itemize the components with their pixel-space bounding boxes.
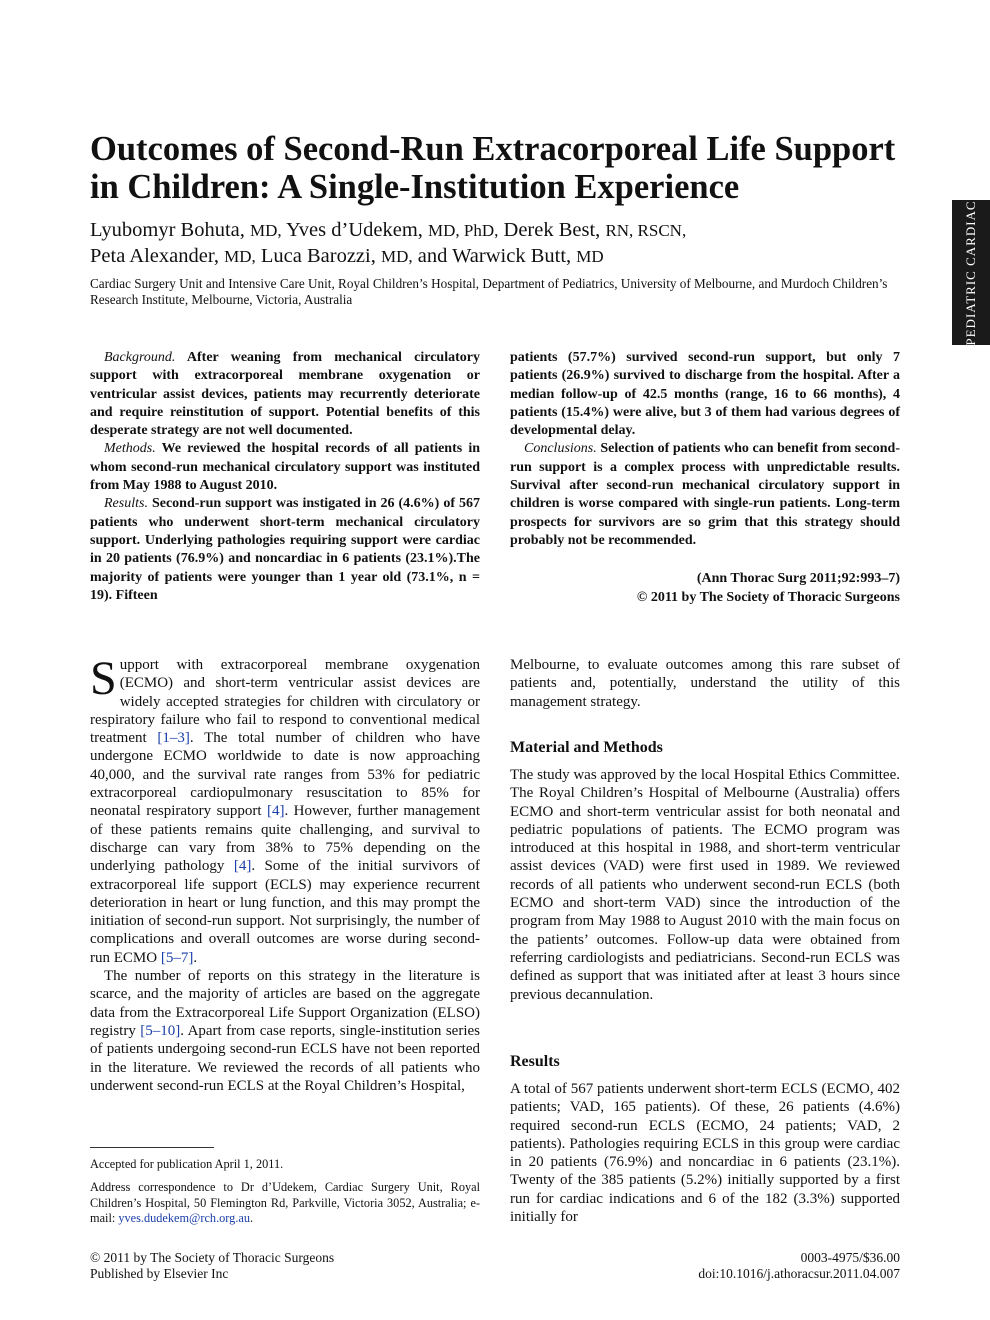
- author-credentials: MD,: [380, 246, 413, 266]
- abstract-conclusions: Conclusions. Selection of patients who can benefit from second-run support is a complex process with unpredictable results. Survival after second-run mechanical circulatory support in children is worse compared with single-run patients. Long-term prospects for survivors are so grim that this strategy should probably not be recommended.: [510, 441, 900, 548]
- author-name: and Warwick Butt,: [417, 244, 572, 267]
- intro-paragraph-1: Support with extracorporeal membrane oxygenation (ECMO) and short-term ventricular assist devices are widely accepted strategies for children with circulatory or respiratory failure who fail to respond to conventional medical treatment [1–3]. The total number of children who have undergone ECMO worldwide to date is now approaching 40,000, and the survival rate ranges from 53% for pediatric extracorporeal cardiopulmonary resuscitation to 85% for neonatal respiratory support [4]. However, further management of these patients remains quite challenging, and survival to discharge can vary from 38% to 75% depending on the underlying pathology [4]. Some of the initial survivors of extracorporeal life support (ECLS) may experience recurrent deterioration in heart or lung function, and this may prompt the initiation of second-run support. Not surprisingly, the number of complications and overall outcomes are worse during second-run ECMO [5–7].: [90, 652, 481, 966]
- reference-link[interactable]: [4]: [266, 803, 285, 820]
- author-name: Lyubomyr Bohuta,: [90, 219, 245, 241]
- accepted-date: Accepted for publication April 1, 2011.: [90, 1157, 284, 1171]
- drop-cap: S: [90, 652, 117, 705]
- results-section: [510, 1052, 900, 1226]
- abstract-label: Conclusions.: [524, 441, 597, 457]
- footnote-divider: [90, 1147, 214, 1148]
- author-name: Luca Barozzi,: [260, 244, 376, 267]
- abstract-left-column: [90, 349, 480, 605]
- footer-left: [90, 1250, 334, 1282]
- intro-paragraph-2-continued: Melbourne, to evaluate outcomes among this rare subset of patients and, potentially, understand the utility of this management strategy.: [510, 657, 900, 710]
- section-tab: [952, 200, 990, 345]
- author-credentials: MD,: [224, 246, 256, 266]
- author-credentials: MD: [576, 246, 604, 266]
- reference-link[interactable]: [4]: [233, 858, 252, 875]
- section-heading: Results: [510, 1053, 560, 1070]
- correspondence: Address correspondence to Dr d’Udekem, Cardiac Surgery Unit, Royal Children’s Hospital, 50 Flemington Rd, Parkville, Victoria 3052, Australia; e-mail: yves.dudekem@rch.org.au.: [90, 1180, 480, 1225]
- methods-section: [510, 738, 900, 1004]
- methods-paragraph: The study was approved by the local Hospital Ethics Committee. The Royal Children’s Hospital of Melbourne (Australia) offers ECMO and short-term ventricular assist for both neonatal and pediatric populations of patients. The ECMO program was introduced at this hospital in 1988, and short-term ventricular assist devices (VAD) were first used in 1989. We reviewed records of all patients who underwent second-run ECLS (both ECMO and short-term VAD) since the introduction of the program from May 1988 to August 2010 with the main focus on the patients’ outcomes. Follow-up data were obtained from referring cardiologists and pediatricians. Second-run ECLS was defined as support that was initiated after at least 3 hours since previous decannulation.: [510, 767, 900, 1003]
- section-heading: Material and Methods: [510, 739, 663, 756]
- abstract-right-column: [510, 349, 900, 607]
- author-name: Yves d’Udekem,: [286, 219, 423, 241]
- author-credentials: MD, PhD,: [428, 221, 499, 240]
- reference-link[interactable]: [5–7]: [160, 949, 194, 966]
- author-credentials: RN, RSCN,: [605, 221, 687, 240]
- article-title: Outcomes of Second-Run Extracorporeal Life Support in Children: A Single-Institution Experience: [90, 130, 896, 206]
- abstract-results: Results. Second-run support was instigated in 26 (4.6%) of 567 patients who underwent short-term mechanical circulatory support. Underlying pathologies requiring support were cardiac in 20 patients (76.9%) and noncardiac in 6 patients (23.1%).The majority of patients were younger than 1 year old (73.1%, n = 19). Fifteen: [90, 496, 480, 603]
- email-link[interactable]: yves.dudekem@rch.org.au: [118, 1210, 250, 1225]
- footer-publisher: Published by Elsevier Inc: [90, 1266, 229, 1281]
- abstract-label: Results.: [104, 496, 148, 512]
- results-paragraph: A total of 567 patients underwent short-term ECLS (ECMO, 402 patients; VAD, 165 patients). Of these, 26 patients (4.6%) required second-run ECLS (ECMO, 24 patients; VAD, 2 patients). Pathologies requiring ECLS in this group were cardiac in 20 patients (76.9%) and noncardiac in 6 patients (23.1%). Twenty of the 385 patients (5.2%) initially supported by a first run for cardiac indications and 6 of the 182 (3.3%) supported initially for: [510, 1081, 900, 1226]
- reference-link[interactable]: [1–3]: [157, 730, 190, 747]
- abstract-copyright: © 2011 by The Society of Thoracic Surgeons: [636, 589, 900, 605]
- abstract-background: Background. After weaning from mechanical circulatory support with extracorporeal membrane oxygenation or ventricular assist devices, patients may recurrently deteriorate and require reinstitution of support. Potential benefits of this desperate strategy are not well documented.: [90, 350, 480, 439]
- section-tab-label: PEDIATRIC CARDIAC: [963, 199, 978, 346]
- affiliation: Cardiac Surgery Unit and Intensive Care Unit, Royal Children’s Hospital, Department of Pediatrics, University of Melbourne, and Murdoch Children’s Research Institute, Melbourne, Victoria, Australia: [90, 276, 888, 307]
- author-credentials: MD,: [250, 221, 282, 240]
- intro-continued: [510, 656, 900, 711]
- author-name: Peta Alexander,: [90, 244, 219, 267]
- abstract-label: Background.: [104, 350, 176, 365]
- intro-paragraph-2: The number of reports on this strategy in the literature is scarce, and the majority of articles are based on the aggregate data from the Extracorporeal Life Support Organization (ELSO) registry [5–10]. Apart from case reports, single-institution series of patients undergoing second-run ECLS have not been reported in the literature. We reviewed the records of all patients who underwent second-run ECLS at the Royal Children’s Hospital,: [90, 968, 480, 1094]
- footnotes: [90, 1157, 480, 1234]
- footer-copyright: © 2011 by The Society of Thoracic Surgeons: [90, 1250, 335, 1265]
- footer-price: 0003-4975/$36.00: [800, 1250, 900, 1265]
- author-name: Derek Best,: [503, 219, 601, 241]
- journal-citation: (Ann Thorac Surg 2011;92:993–7): [696, 571, 900, 587]
- author-list: [90, 218, 930, 269]
- intro-column: [90, 652, 481, 1095]
- footer-doi: doi:10.1016/j.athoracsur.2011.04.007: [698, 1266, 900, 1281]
- abstract-results-continued: patients (57.7%) survived second-run support, but only 7 patients (26.9%) survived to discharge from the hospital. After a median follow-up of 42.5 months (range, 16 to 66 months), 4 patients (15.4%) were alive, but 3 of them had various degrees of developmental delay.: [510, 350, 900, 439]
- abstract-label: Methods.: [104, 441, 156, 457]
- citation-block: [510, 570, 900, 607]
- reference-link[interactable]: [5–10]: [140, 1022, 181, 1039]
- footer-right: [698, 1250, 900, 1282]
- abstract-methods: Methods. We reviewed the hospital records of all patients in whom second-run mechanical circulatory support was instituted from May 1988 to August 2010.: [90, 441, 480, 494]
